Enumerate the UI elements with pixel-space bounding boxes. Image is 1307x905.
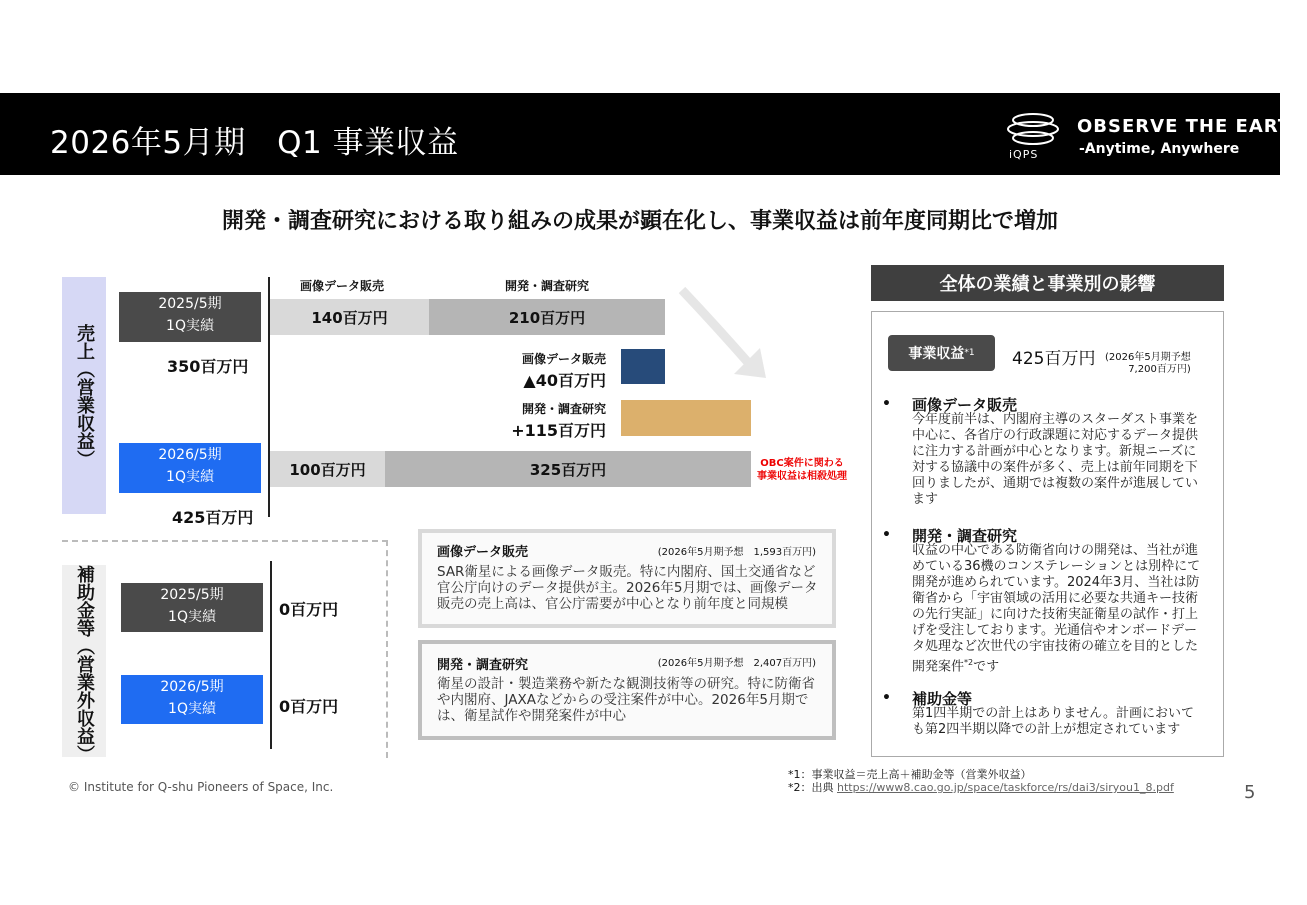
- revenue-badge-sup: *1: [964, 348, 975, 358]
- tagline-line1: OBSERVE THE EARTH: [1077, 116, 1307, 137]
- headline: 開発・調査研究における取り組みの成果が顕在化し、事業収益は前年度同期比で増加: [221, 209, 1058, 234]
- rp-item-subsidy-text: 第1四半期での計上はありません。計画においても第2四半期以降での計上が想定されています: [912, 706, 1195, 737]
- curr-total: 425百万円: [172, 508, 254, 527]
- obc-note: [757, 457, 847, 483]
- rp-item-subsidy-title: 補助金等: [912, 690, 973, 708]
- prev-image-bar: 140百万円: [270, 299, 429, 335]
- footnote-2-prefix: *2：出典: [788, 781, 837, 794]
- tagline-line2: -Anytime, Anywhere: [1079, 141, 1240, 157]
- dev-desc-note: (2026年5月期予想 2,407百万円): [657, 658, 816, 669]
- iqps-logo-icon: [1006, 110, 1060, 150]
- segment-label-image: 画像データ販売: [300, 279, 385, 293]
- revenue-amount: 425百万円: [1012, 349, 1096, 369]
- trend-arrow-icon: [672, 282, 772, 382]
- bullet-icon: •: [882, 690, 891, 706]
- image-desc-title: 画像データ販売: [437, 545, 529, 560]
- footnote-2: [788, 779, 1174, 795]
- image-desc-text: SAR衛星による画像データ販売。特に内閣府、国土交通省など官公庁向けのデータ提供が主。2026年5月期では、画像データ販売の売上高は、官公庁需要が中心となり前年度と同規模: [437, 564, 818, 612]
- page-number: 5: [1244, 782, 1256, 803]
- rp-item-dev-suffix: です: [973, 659, 1000, 675]
- period-curr-sub: 1Q実績: [166, 469, 214, 485]
- rp-item-dev-sup: *2: [964, 658, 974, 667]
- dev-desc-title: 開発・調査研究: [437, 658, 529, 673]
- period-curr-subsidy: [121, 675, 263, 724]
- delta-image-label: 画像データ販売: [521, 352, 606, 366]
- forecast-line1: (2026年5月期予想: [1105, 352, 1191, 363]
- subsidy-prev-label: 2025/5期: [160, 587, 224, 603]
- revenue-badge-label: 事業収益: [908, 346, 965, 362]
- prev-total: 350百万円: [167, 357, 249, 376]
- subsidy-curr-sub: 1Q実績: [168, 701, 216, 717]
- subsidy-curr-value: 0百万円: [279, 697, 339, 716]
- dev-desc-text: 衛星の設計・製造業務や新たな観測技術等の研究。特に防衛省や内閣府、JAXAなどからの受注案件が中心。2026年5月期では、衛星試作や開発案件が中心: [437, 676, 815, 724]
- image-desc-note: (2026年5月期予想 1,593百万円): [657, 547, 816, 558]
- revenue-badge: [888, 335, 995, 371]
- copyright: © Institute for Q-shu Pioneers of Space, Inc.: [68, 780, 334, 794]
- bullet-icon: •: [882, 527, 891, 543]
- period-prev-label: 2025/5期: [158, 296, 222, 312]
- period-prev-sales: [119, 292, 261, 342]
- obc-note-line2: 事業収益は相殺処理: [757, 471, 847, 482]
- period-prev-subsidy: [121, 583, 263, 632]
- subsidy-dashed-frame: [62, 540, 388, 763]
- delta-dev-value: +115百万円: [511, 421, 606, 440]
- sales-label-text: 売上（営業収益）: [74, 323, 95, 468]
- right-panel-heading: 全体の業績と事業別の影響: [871, 265, 1224, 301]
- rp-item-dev-text-wrap: [912, 543, 1204, 675]
- curr-image-bar: 100百万円: [270, 451, 385, 487]
- delta-image-value: ▲40百万円: [523, 371, 606, 390]
- rp-item-dev-text: 収益の中心である防衛省向けの開発は、当社が進めている36機のコンステレーションとは別枠にて開発が進められています。2024年3月、当社は防衛省から「宇宙領域の活用に必要な共通キー技術の先行実証」に向けた技術実証衛星の試作・打上げを受注しております。光通信やオンボードデータ処理など次世代の宇宙技術の確立を目的とした開発案件: [912, 543, 1201, 675]
- subsidy-prev-value: 0百万円: [279, 600, 339, 619]
- forecast-line2: 7,200百万円): [1128, 364, 1191, 375]
- footnote-1: *1：事業収益＝売上高＋補助金等（営業外収益）: [788, 768, 1032, 781]
- sales-section-label: [62, 277, 106, 514]
- bullet-icon: •: [882, 396, 891, 412]
- delta-image-bar: [621, 349, 665, 384]
- delta-dev-bar: [621, 400, 751, 436]
- rp-item-image-title: 画像データ販売: [912, 396, 1018, 414]
- rp-item-image-text: 今年度前半は、内閣府主導のスターダスト事業を中心に、各省庁の行政課題に対応するデータ提供に注力する計画が中心となります。新規ニーズに対する協議中の案件が多く、売上は前年同期を下回りましたが、通期では複数の案件が進展しています: [912, 412, 1199, 507]
- revenue-forecast: [1105, 352, 1191, 376]
- logo-text: iQPS: [1009, 148, 1039, 161]
- subsidy-curr-label: 2026/5期: [160, 679, 224, 695]
- rp-item-dev-title: 開発・調査研究: [912, 527, 1018, 545]
- prev-dev-bar: 210百万円: [429, 299, 665, 335]
- source-link[interactable]: https://www8.cao.go.jp/space/taskforce/rs/dai3/siryou1_8.pdf: [837, 781, 1174, 794]
- segment-label-dev: 開発・調査研究: [505, 279, 590, 293]
- subsidy-axis-line: [270, 561, 272, 749]
- subsidy-prev-sub: 1Q実績: [168, 609, 216, 625]
- page-title: 2026年5月期 Q1 事業収益: [50, 125, 459, 161]
- delta-dev-label: 開発・調査研究: [521, 402, 606, 416]
- obc-note-line1: OBC案件に関わる: [760, 458, 844, 469]
- period-curr-sales: [119, 443, 261, 493]
- period-curr-label: 2026/5期: [158, 447, 222, 463]
- subsidy-section-label: [62, 565, 106, 763]
- period-prev-sub: 1Q実績: [166, 318, 214, 334]
- subsidy-label-text: 補助金等（営業外収益）: [74, 565, 95, 763]
- curr-dev-bar: 325百万円: [385, 451, 751, 487]
